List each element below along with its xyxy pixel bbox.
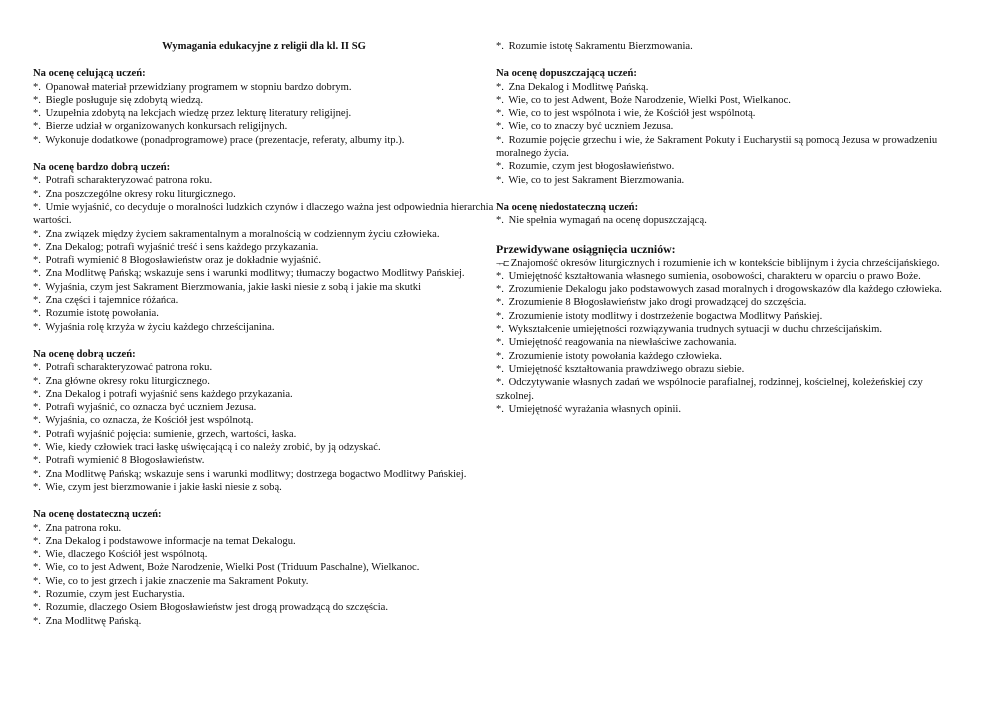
item-text: Rozumie, czym jest błogosławieństwo. [508, 161, 675, 173]
item-text: Uzupełnia zdobytą na lekcjach wiedzę przez lekturę literatury religijnej. [45, 108, 352, 120]
item-text: Zna Modlitwę Pańską; wskazuje sens i warunki modlitwy; dostrzega bogactwo Modlitwy Pańskiej. [45, 468, 467, 480]
item-text: Biegle posługuje się zdobytą wiedzą. [45, 94, 204, 106]
bullet-marker: *. [496, 215, 504, 227]
bullet-marker: *. [33, 188, 41, 200]
item-text: Zna Dekalog i Modlitwę Pańską. [508, 81, 649, 93]
list-item [496, 270, 958, 283]
list-item [496, 257, 958, 270]
bullet-marker: *. [33, 522, 41, 534]
item-text: Umiejętność wyrażania własnych opinii. [508, 403, 682, 415]
list-item [496, 296, 958, 309]
bullet-marker: *. [33, 81, 41, 93]
item-text: Rozumie pojęcie grzechu i wie, że Sakrament Pokuty i Eucharystii są pomocą Jezusa w prowadzeniu moralnego życia. [496, 134, 938, 160]
list-item [33, 481, 495, 494]
item-text: Wyjaśnia rolę krzyża w życiu każdego chrześcijanina. [45, 321, 275, 333]
list-item [496, 40, 958, 53]
bullet-marker: *. [33, 362, 41, 374]
grade-section [33, 508, 495, 628]
list-item [33, 588, 495, 601]
item-text: Wie, co to jest grzech i jakie znaczenie ma Sakrament Pokuty. [45, 575, 309, 587]
list-item [33, 522, 495, 535]
list-item [496, 174, 958, 187]
list-item [33, 201, 495, 228]
bullet-marker: *. [33, 402, 41, 414]
bullet-marker: *. [496, 41, 504, 52]
bullet-marker: *. [496, 297, 504, 309]
list-item [496, 336, 958, 349]
bullet-marker: *. [33, 575, 41, 587]
list-item [33, 535, 495, 548]
bullet-marker: *. [33, 602, 41, 614]
item-text: Potrafi scharakteryzować patrona roku. [45, 362, 213, 374]
item-text: Zrozumienie istoty modlitwy i dostrzeżenie bogactwa Modlitwy Pańskiej. [508, 310, 823, 322]
list-item [496, 94, 958, 107]
list-item [33, 267, 495, 280]
item-text: Umiejętność reagowania na niewłaściwe zachowania. [508, 337, 737, 349]
lines-icon: ¬¬⊏ [496, 258, 509, 268]
left-column [33, 40, 495, 642]
item-text: Zna części i tajemnice różańca. [45, 295, 179, 307]
bullet-marker: *. [33, 588, 41, 600]
list-item [33, 388, 495, 401]
item-text: Wyjaśnia, czym jest Sakrament Bierzmowania, jakie łaski niesie z sobą i jakie ma skutki [45, 281, 422, 293]
document-title: Wymagania edukacyjne z religii dla kl. II SG [162, 41, 366, 52]
item-text: Zna związek między życiem sakramentalnym a moralnością w codziennym życiu człowieka. [45, 228, 440, 240]
bullet-marker: *. [33, 228, 41, 240]
bullet-marker: *. [33, 549, 41, 561]
bullet-marker: *. [33, 121, 41, 133]
bullet-marker: *. [496, 403, 504, 415]
list-item [496, 283, 958, 296]
item-text: Zna Dekalog i podstawowe informacje na temat Dekalogu. [45, 535, 296, 547]
list-item [33, 361, 495, 374]
grade-section [496, 201, 958, 228]
bullet-marker: *. [496, 94, 504, 106]
item-text: Potrafi wymienić 8 Błogosławieństw. [45, 455, 205, 467]
list-item [496, 376, 958, 403]
bullet-marker: *. [496, 310, 504, 322]
bullet-marker: *. [33, 268, 41, 280]
item-text: Zrozumienie Dekalogu jako podstawowych zasad moralnych i drogowskazów dla każdego człowieka. [508, 284, 942, 296]
item-text: Umiejętność kształtowania prawdziwego obrazu siebie. [508, 363, 745, 375]
bullet-marker: *. [33, 468, 41, 480]
bullet-marker: *. [33, 241, 41, 253]
bullet-marker: *. [33, 134, 41, 146]
list-item [33, 454, 495, 467]
list-item [33, 548, 495, 561]
item-text: Wyjaśnia, co oznacza, że Kościół jest wspólnotą. [45, 415, 254, 427]
grade-section [33, 161, 495, 334]
list-item [33, 561, 495, 574]
left-sections [33, 67, 495, 628]
item-text: Rozumie istotę Sakramentu Bierzmowania. [508, 41, 693, 52]
list-item [33, 254, 495, 267]
bullet-marker: *. [33, 442, 41, 454]
list-item [33, 468, 495, 481]
bullet-marker: *. [33, 108, 41, 120]
item-text: Zrozumienie 8 Błogosławieństw jako drogi prowadzącej do szczęścia. [508, 297, 807, 309]
item-text: Zna główne okresy roku liturgicznego. [45, 375, 210, 387]
item-text: Wykonuje dodatkowe (ponadprogramowe) prace (prezentacje, referaty, albumy itp.). [45, 134, 405, 146]
item-text: Potrafi scharakteryzować patrona roku. [45, 175, 213, 187]
list-item [33, 375, 495, 388]
bullet-marker: *. [496, 363, 504, 375]
item-text: Rozumie istotę powołania. [45, 308, 159, 320]
item-text: Wie, co to jest Adwent, Boże Narodzenie, Wielki Post (Triduum Paschalne), Wielkanoc. [45, 562, 420, 574]
list-item [33, 134, 495, 147]
item-text: Opanował materiał przewidziany programem w stopniu bardzo dobrym. [45, 81, 352, 93]
item-text: Umiejętność kształtowania własnego sumienia, osobowości, charakteru w oparciu o prawo Boże. [508, 270, 921, 282]
item-text: Zna Modlitwę Pańską. [45, 615, 142, 627]
item-text: Wie, kiedy człowiek traci łaskę uświęcającą i co należy zrobić, by ją odzyskać. [45, 442, 381, 454]
list-item [33, 601, 495, 614]
item-text: Wie, co to znaczy być uczniem Jezusa. [508, 121, 674, 133]
list-item [33, 228, 495, 241]
bullet-marker: *. [496, 270, 504, 282]
outcome-items [496, 270, 958, 416]
list-item [496, 350, 958, 363]
outcomes-section [496, 242, 958, 417]
bullet-marker: *. [33, 255, 41, 267]
list-item [33, 321, 495, 334]
item-text: Potrafi wyjaśnić, co oznacza być uczniem Jezusa. [45, 402, 257, 414]
list-item [496, 107, 958, 120]
list-item [496, 363, 958, 376]
bullet-marker: *. [496, 377, 504, 389]
bullet-marker: *. [33, 388, 41, 400]
item-text: Zna poszczególne okresy roku liturgicznego. [45, 188, 236, 200]
list-item [33, 188, 495, 201]
item-text: Zna patrona roku. [45, 522, 122, 534]
section-title: Na ocenę niedostateczną uczeń: [496, 201, 639, 213]
bullet-marker: *. [33, 375, 41, 387]
item-text: Wykształcenie umiejętności rozwiązywania trudnych sytuacji w duchu chrześcijańskim. [508, 324, 882, 336]
bullet-marker: *. [496, 324, 504, 336]
item-text: Potrafi wyjaśnić pojęcia: sumienie, grzech, wartości, łaska. [45, 428, 297, 440]
bullet-marker: *. [496, 108, 504, 120]
right-sections [496, 67, 958, 227]
list-item [33, 441, 495, 454]
list-item [496, 310, 958, 323]
list-item [33, 174, 495, 187]
bullet-marker: *. [496, 134, 504, 146]
list-item [33, 615, 495, 628]
bullet-marker: *. [33, 281, 41, 293]
list-item [33, 307, 495, 320]
item-text: Wie, co to jest Sakrament Bierzmowania. [508, 174, 685, 186]
section-title: Na ocenę dobrą uczeń: [33, 348, 136, 360]
section-title: Na ocenę dopuszczającą uczeń: [496, 68, 637, 80]
list-item [33, 575, 495, 588]
grade-section [33, 67, 495, 147]
list-item [33, 281, 495, 294]
grade-section [33, 348, 495, 494]
bullet-marker: *. [496, 81, 504, 93]
section-title: Na ocenę bardzo dobrą uczeń: [33, 162, 171, 174]
list-item [496, 81, 958, 94]
list-item [33, 94, 495, 107]
item-text: Zna Dekalog i potrafi wyjaśnić sens każdego przykazania. [45, 388, 293, 400]
bullet-marker: *. [33, 321, 41, 333]
bullet-marker: *. [33, 201, 41, 213]
list-item [33, 107, 495, 120]
bullet-marker: *. [33, 562, 41, 574]
list-item [496, 160, 958, 173]
item-text: Odczytywanie własnych zadań we wspólnocie parafialnej, rodzinnej, kościelnej, koleżeńskiej czy szkolnej. [496, 377, 923, 402]
list-item [33, 294, 495, 307]
right-column [496, 40, 958, 430]
bullet-marker: *. [33, 481, 41, 493]
item-text: Wie, co to jest Adwent, Boże Narodzenie, Wielki Post, Wielkanoc. [508, 94, 791, 106]
item-text: Znajomość okresów liturgicznych i rozumienie ich w kontekście biblijnym i życia chrześcijańskiego. [510, 257, 940, 269]
item-text: Nie spełnia wymagań na ocenę dopuszczającą. [508, 215, 707, 227]
item-text: Zna Dekalog; potrafi wyjaśnić treść i sens każdego przykazania. [45, 241, 319, 253]
item-text: Zna Modlitwę Pańską; wskazuje sens i warunki modlitwy; tłumaczy bogactwo Modlitwy Pańskiej. [45, 268, 465, 280]
item-text: Rozumie, czym jest Eucharystia. [45, 588, 185, 600]
list-item [33, 241, 495, 254]
grade-section [496, 67, 958, 187]
bullet-marker: *. [33, 455, 41, 467]
bullet-marker: *. [33, 615, 41, 627]
list-item [33, 120, 495, 133]
bullet-marker: *. [33, 308, 41, 320]
item-text: Bierze udział w organizowanych konkursach religijnych. [45, 121, 288, 133]
list-item [496, 323, 958, 336]
list-item [33, 81, 495, 94]
section-title: Przewidywane osiągnięcia uczniów: [496, 241, 676, 256]
list-item [496, 134, 958, 161]
item-text: Potrafi wymienić 8 Błogosławieństw oraz je dokładnie wyjaśnić. [45, 255, 321, 267]
list-item [496, 214, 958, 227]
list-item [33, 428, 495, 441]
list-item [33, 414, 495, 427]
bullet-marker: *. [496, 350, 504, 362]
section-title: Na ocenę dostateczną uczeń: [33, 509, 162, 521]
bullet-marker: *. [496, 337, 504, 349]
bullet-marker: *. [33, 535, 41, 547]
list-item [496, 403, 958, 416]
item-text: Wie, co to jest wspólnota i wie, że Kościół jest wspólnotą. [508, 108, 756, 120]
bullet-marker: *. [33, 175, 41, 187]
continued-section [496, 40, 958, 53]
item-text: Umie wyjaśnić, co decyduje o moralności ludzkich czynów i dlaczego ważna jest odpowiednia hierarchia wartości. [33, 201, 494, 227]
list-item [496, 120, 958, 133]
section-title: Na ocenę celującą uczeń: [33, 68, 146, 80]
bullet-marker: *. [33, 295, 41, 307]
item-text: Zrozumienie istoty powołania każdego człowieka. [508, 350, 722, 362]
bullet-marker: *. [33, 94, 41, 106]
bullet-marker: *. [33, 415, 41, 427]
item-text: Wie, dlaczego Kościół jest wspólnotą. [45, 549, 208, 561]
bullet-marker: *. [496, 174, 504, 186]
item-text: Rozumie, dlaczego Osiem Błogosławieństw jest drogą prowadzącą do szczęścia. [45, 602, 389, 614]
bullet-marker: *. [496, 161, 504, 173]
bullet-marker: *. [496, 121, 504, 133]
bullet-marker: *. [496, 284, 504, 296]
list-item [33, 401, 495, 414]
bullet-marker: *. [33, 428, 41, 440]
item-text: Wie, czym jest bierzmowanie i jakie łaski niesie z sobą. [45, 481, 282, 493]
